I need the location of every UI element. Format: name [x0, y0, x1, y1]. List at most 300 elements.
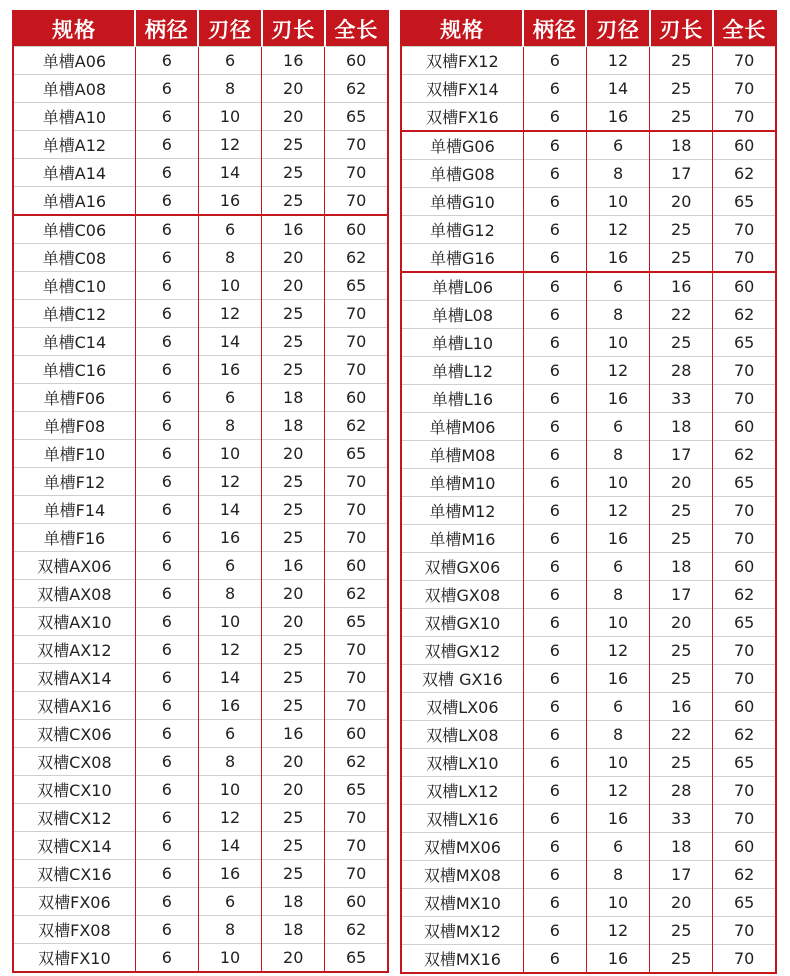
blade-length-cell: 20 — [262, 440, 325, 468]
overall-length-cell: 62 — [713, 721, 776, 749]
shank-diameter-cell: 6 — [135, 776, 198, 804]
spec-cell: 单槽C06 — [13, 215, 135, 244]
blade-diameter-cell: 6 — [198, 720, 261, 748]
shank-diameter-cell: 6 — [523, 581, 586, 609]
blade-diameter-cell: 12 — [586, 777, 649, 805]
blade-diameter-cell: 6 — [586, 833, 649, 861]
blade-length-cell: 17 — [650, 861, 713, 889]
shank-diameter-cell: 6 — [135, 244, 198, 272]
table-row — [401, 945, 776, 974]
blade-length-cell: 20 — [262, 272, 325, 300]
overall-length-cell: 65 — [325, 776, 388, 804]
blade-length-cell: 18 — [262, 888, 325, 916]
overall-length-cell: 62 — [325, 748, 388, 776]
shank-diameter-cell: 6 — [523, 160, 586, 188]
blade-diameter-cell: 12 — [198, 131, 261, 159]
shank-diameter-cell: 6 — [523, 693, 586, 721]
spec-cell: 双槽FX08 — [13, 916, 135, 944]
overall-length-cell: 62 — [325, 244, 388, 272]
blade-diameter-cell: 8 — [586, 581, 649, 609]
shank-diameter-cell: 6 — [135, 748, 198, 776]
blade-length-cell: 33 — [650, 805, 713, 833]
shank-diameter-cell: 6 — [523, 441, 586, 469]
table-row — [401, 103, 776, 132]
table-header — [401, 11, 776, 47]
blade-length-cell: 20 — [650, 469, 713, 497]
spec-cell: 双槽LX16 — [401, 805, 523, 833]
table-row — [401, 693, 776, 721]
overall-length-cell: 70 — [713, 945, 776, 974]
shank-diameter-cell: 6 — [135, 440, 198, 468]
header-cell-blade-diameter: 刃径 — [586, 11, 649, 47]
blade-length-cell: 20 — [262, 244, 325, 272]
table-row — [401, 329, 776, 357]
blade-length-cell: 25 — [650, 244, 713, 273]
spec-cell: 单槽M12 — [401, 497, 523, 525]
shank-diameter-cell: 6 — [523, 889, 586, 917]
spec-cell: 单槽L12 — [401, 357, 523, 385]
table-row — [13, 159, 388, 187]
spec-cell: 双槽GX12 — [401, 637, 523, 665]
shank-diameter-cell: 6 — [523, 131, 586, 160]
blade-length-cell: 25 — [650, 75, 713, 103]
blade-length-cell: 20 — [262, 944, 325, 973]
overall-length-cell: 70 — [325, 300, 388, 328]
overall-length-cell: 70 — [713, 75, 776, 103]
table-row — [401, 131, 776, 160]
table-row — [401, 609, 776, 637]
blade-diameter-cell: 10 — [198, 272, 261, 300]
table-row — [401, 889, 776, 917]
shank-diameter-cell: 6 — [135, 524, 198, 552]
table-row — [13, 440, 388, 468]
shank-diameter-cell: 6 — [135, 47, 198, 75]
spec-cell: 双槽FX12 — [401, 47, 523, 75]
spec-cell: 单槽G16 — [401, 244, 523, 273]
blade-length-cell: 25 — [650, 47, 713, 75]
blade-diameter-cell: 8 — [586, 721, 649, 749]
spec-cell: 单槽A16 — [13, 187, 135, 216]
spec-cell: 双槽CX10 — [13, 776, 135, 804]
shank-diameter-cell: 6 — [523, 469, 586, 497]
blade-length-cell: 20 — [262, 75, 325, 103]
blade-diameter-cell: 8 — [586, 301, 649, 329]
blade-length-cell: 25 — [262, 664, 325, 692]
blade-length-cell: 25 — [262, 131, 325, 159]
blade-length-cell: 20 — [262, 580, 325, 608]
blade-length-cell: 25 — [650, 525, 713, 553]
shank-diameter-cell: 6 — [523, 413, 586, 441]
spec-cell: 双槽MX08 — [401, 861, 523, 889]
blade-length-cell: 28 — [650, 357, 713, 385]
blade-diameter-cell: 12 — [586, 497, 649, 525]
table-row — [401, 469, 776, 497]
overall-length-cell: 65 — [713, 329, 776, 357]
blade-length-cell: 20 — [650, 188, 713, 216]
spec-cell: 单槽A06 — [13, 47, 135, 75]
blade-diameter-cell: 14 — [198, 832, 261, 860]
spec-cell: 单槽A14 — [13, 159, 135, 187]
blade-diameter-cell: 6 — [198, 215, 261, 244]
table-row — [13, 468, 388, 496]
blade-diameter-cell: 10 — [586, 329, 649, 357]
blade-length-cell: 18 — [650, 553, 713, 581]
spec-cell: 单槽M06 — [401, 413, 523, 441]
spec-cell: 双槽GX06 — [401, 553, 523, 581]
table-row — [401, 385, 776, 413]
overall-length-cell: 70 — [713, 216, 776, 244]
spec-table-left — [12, 10, 389, 973]
blade-length-cell: 25 — [650, 917, 713, 945]
blade-length-cell: 17 — [650, 441, 713, 469]
blade-length-cell: 25 — [650, 945, 713, 974]
shank-diameter-cell: 6 — [135, 832, 198, 860]
blade-length-cell: 25 — [650, 665, 713, 693]
blade-length-cell: 25 — [262, 636, 325, 664]
spec-cell: 单槽C12 — [13, 300, 135, 328]
blade-length-cell: 22 — [650, 301, 713, 329]
shank-diameter-cell: 6 — [523, 357, 586, 385]
overall-length-cell: 70 — [325, 131, 388, 159]
table-row — [13, 692, 388, 720]
shank-diameter-cell: 6 — [135, 103, 198, 131]
table-row — [401, 665, 776, 693]
blade-length-cell: 25 — [262, 804, 325, 832]
overall-length-cell: 70 — [713, 665, 776, 693]
spec-cell: 单槽C10 — [13, 272, 135, 300]
table-row — [401, 637, 776, 665]
overall-length-cell: 65 — [713, 188, 776, 216]
blade-length-cell: 25 — [262, 300, 325, 328]
table-row — [13, 384, 388, 412]
overall-length-cell: 62 — [713, 441, 776, 469]
table-row — [13, 664, 388, 692]
table-row — [13, 412, 388, 440]
spec-cell: 双槽MX10 — [401, 889, 523, 917]
shank-diameter-cell: 6 — [523, 525, 586, 553]
overall-length-cell: 70 — [325, 860, 388, 888]
spec-cell: 双槽FX06 — [13, 888, 135, 916]
table-row — [401, 525, 776, 553]
shank-diameter-cell: 6 — [135, 496, 198, 524]
header-cell-spec: 规格 — [401, 11, 523, 47]
spec-cell: 双槽FX16 — [401, 103, 523, 132]
blade-length-cell: 20 — [262, 608, 325, 636]
overall-length-cell: 70 — [325, 496, 388, 524]
spec-cell: 单槽F10 — [13, 440, 135, 468]
table-row — [401, 160, 776, 188]
shank-diameter-cell: 6 — [523, 47, 586, 75]
shank-diameter-cell: 6 — [135, 916, 198, 944]
table-row — [13, 720, 388, 748]
overall-length-cell: 70 — [325, 159, 388, 187]
shank-diameter-cell: 6 — [135, 131, 198, 159]
table-row — [401, 553, 776, 581]
table-row — [13, 187, 388, 216]
blade-length-cell: 16 — [262, 552, 325, 580]
shank-diameter-cell: 6 — [523, 861, 586, 889]
blade-diameter-cell: 14 — [198, 664, 261, 692]
overall-length-cell: 60 — [713, 272, 776, 301]
spec-cell: 双槽AX14 — [13, 664, 135, 692]
spec-cell: 单槽L08 — [401, 301, 523, 329]
blade-length-cell: 20 — [650, 889, 713, 917]
blade-diameter-cell: 16 — [586, 805, 649, 833]
shank-diameter-cell: 6 — [523, 917, 586, 945]
table-row — [401, 75, 776, 103]
overall-length-cell: 60 — [713, 131, 776, 160]
blade-length-cell: 16 — [262, 215, 325, 244]
header-cell-overall-length: 全长 — [325, 11, 388, 47]
blade-length-cell: 25 — [262, 468, 325, 496]
blade-length-cell: 28 — [650, 777, 713, 805]
spec-cell: 单槽C16 — [13, 356, 135, 384]
table-row — [13, 524, 388, 552]
table-row — [13, 580, 388, 608]
shank-diameter-cell: 6 — [523, 833, 586, 861]
table-row — [13, 47, 388, 75]
spec-cell: 单槽L06 — [401, 272, 523, 301]
overall-length-cell: 65 — [325, 103, 388, 131]
blade-length-cell: 20 — [262, 748, 325, 776]
spec-cell: 单槽G12 — [401, 216, 523, 244]
blade-length-cell: 18 — [650, 413, 713, 441]
overall-length-cell: 60 — [325, 552, 388, 580]
shank-diameter-cell: 6 — [135, 608, 198, 636]
blade-length-cell: 18 — [650, 833, 713, 861]
table-row — [13, 131, 388, 159]
table-row — [13, 328, 388, 356]
blade-diameter-cell: 12 — [198, 636, 261, 664]
overall-length-cell: 60 — [713, 413, 776, 441]
header-cell-overall-length: 全长 — [713, 11, 776, 47]
blade-length-cell: 25 — [650, 329, 713, 357]
blade-diameter-cell: 8 — [586, 861, 649, 889]
overall-length-cell: 70 — [713, 103, 776, 132]
shank-diameter-cell: 6 — [523, 749, 586, 777]
overall-length-cell: 70 — [325, 664, 388, 692]
shank-diameter-cell: 6 — [523, 777, 586, 805]
spec-cell: 双槽MX12 — [401, 917, 523, 945]
overall-length-cell: 70 — [325, 187, 388, 216]
table-row — [13, 888, 388, 916]
table-row — [401, 497, 776, 525]
blade-diameter-cell: 16 — [198, 524, 261, 552]
overall-length-cell: 60 — [713, 693, 776, 721]
table-row — [401, 216, 776, 244]
table-row — [401, 413, 776, 441]
blade-length-cell: 25 — [262, 860, 325, 888]
blade-diameter-cell: 16 — [198, 860, 261, 888]
blade-diameter-cell: 10 — [586, 889, 649, 917]
shank-diameter-cell: 6 — [523, 945, 586, 974]
shank-diameter-cell: 6 — [523, 216, 586, 244]
blade-diameter-cell: 12 — [586, 357, 649, 385]
blade-diameter-cell: 6 — [198, 384, 261, 412]
blade-diameter-cell: 16 — [198, 356, 261, 384]
overall-length-cell: 70 — [713, 357, 776, 385]
shank-diameter-cell: 6 — [135, 944, 198, 973]
spec-cell: 双槽 GX16 — [401, 665, 523, 693]
blade-diameter-cell: 16 — [586, 665, 649, 693]
table-row — [13, 552, 388, 580]
header-cell-shank-diameter: 柄径 — [135, 11, 198, 47]
table-row — [13, 356, 388, 384]
shank-diameter-cell: 6 — [523, 329, 586, 357]
table-row — [401, 441, 776, 469]
blade-diameter-cell: 6 — [586, 553, 649, 581]
shank-diameter-cell: 6 — [523, 665, 586, 693]
shank-diameter-cell: 6 — [135, 636, 198, 664]
blade-length-cell: 18 — [262, 412, 325, 440]
header-cell-blade-length: 刃长 — [650, 11, 713, 47]
overall-length-cell: 70 — [325, 832, 388, 860]
spec-cell: 双槽CX08 — [13, 748, 135, 776]
table-row — [401, 244, 776, 273]
overall-length-cell: 70 — [713, 917, 776, 945]
spec-cell: 单槽C14 — [13, 328, 135, 356]
table-header — [13, 11, 388, 47]
table-row — [401, 805, 776, 833]
blade-diameter-cell: 6 — [586, 272, 649, 301]
blade-diameter-cell: 12 — [586, 917, 649, 945]
shank-diameter-cell: 6 — [135, 720, 198, 748]
overall-length-cell: 62 — [325, 916, 388, 944]
overall-length-cell: 60 — [325, 384, 388, 412]
spec-cell: 双槽CX14 — [13, 832, 135, 860]
spec-cell: 单槽F12 — [13, 468, 135, 496]
table-row — [401, 357, 776, 385]
shank-diameter-cell: 6 — [135, 215, 198, 244]
shank-diameter-cell: 6 — [135, 664, 198, 692]
blade-diameter-cell: 6 — [198, 47, 261, 75]
shank-diameter-cell: 6 — [523, 272, 586, 301]
table-row — [401, 721, 776, 749]
spec-cell: 单槽A10 — [13, 103, 135, 131]
spec-cell: 双槽MX16 — [401, 945, 523, 974]
shank-diameter-cell: 6 — [523, 75, 586, 103]
spec-cell: 单槽M08 — [401, 441, 523, 469]
blade-diameter-cell: 14 — [198, 328, 261, 356]
blade-diameter-cell: 12 — [586, 216, 649, 244]
table-row — [13, 496, 388, 524]
table-row — [13, 804, 388, 832]
blade-diameter-cell: 10 — [198, 440, 261, 468]
overall-length-cell: 70 — [325, 468, 388, 496]
shank-diameter-cell: 6 — [135, 412, 198, 440]
overall-length-cell: 65 — [325, 440, 388, 468]
overall-length-cell: 70 — [713, 637, 776, 665]
blade-length-cell: 20 — [262, 103, 325, 131]
shank-diameter-cell: 6 — [135, 75, 198, 103]
spec-cell: 单槽F16 — [13, 524, 135, 552]
spec-cell: 双槽FX10 — [13, 944, 135, 973]
table-row — [13, 215, 388, 244]
header-cell-blade-length: 刃长 — [262, 11, 325, 47]
blade-length-cell: 17 — [650, 160, 713, 188]
overall-length-cell: 62 — [713, 160, 776, 188]
blade-diameter-cell: 8 — [586, 160, 649, 188]
table-row — [401, 749, 776, 777]
overall-length-cell: 62 — [325, 75, 388, 103]
overall-length-cell: 62 — [713, 861, 776, 889]
overall-length-cell: 65 — [713, 889, 776, 917]
blade-length-cell: 25 — [262, 356, 325, 384]
overall-length-cell: 70 — [713, 777, 776, 805]
shank-diameter-cell: 6 — [523, 301, 586, 329]
table-row — [401, 301, 776, 329]
overall-length-cell: 60 — [713, 833, 776, 861]
blade-length-cell: 18 — [650, 131, 713, 160]
blade-diameter-cell: 16 — [586, 385, 649, 413]
shank-diameter-cell: 6 — [135, 580, 198, 608]
blade-diameter-cell: 8 — [586, 441, 649, 469]
blade-length-cell: 20 — [650, 609, 713, 637]
blade-diameter-cell: 6 — [198, 888, 261, 916]
blade-length-cell: 16 — [650, 693, 713, 721]
table-row — [401, 861, 776, 889]
spec-cell: 双槽LX08 — [401, 721, 523, 749]
overall-length-cell: 70 — [325, 636, 388, 664]
spec-cell: 双槽AX10 — [13, 608, 135, 636]
shank-diameter-cell: 6 — [135, 692, 198, 720]
table-row — [13, 636, 388, 664]
blade-diameter-cell: 10 — [586, 188, 649, 216]
header-cell-shank-diameter: 柄径 — [523, 11, 586, 47]
table-body — [13, 47, 388, 973]
blade-diameter-cell: 14 — [586, 75, 649, 103]
shank-diameter-cell: 6 — [523, 103, 586, 132]
overall-length-cell: 70 — [325, 524, 388, 552]
blade-length-cell: 25 — [650, 497, 713, 525]
overall-length-cell: 70 — [713, 244, 776, 273]
blade-diameter-cell: 16 — [586, 103, 649, 132]
blade-length-cell: 17 — [650, 581, 713, 609]
overall-length-cell: 62 — [713, 581, 776, 609]
overall-length-cell: 60 — [325, 215, 388, 244]
blade-diameter-cell: 12 — [198, 468, 261, 496]
blade-length-cell: 25 — [650, 216, 713, 244]
blade-diameter-cell: 10 — [586, 749, 649, 777]
blade-diameter-cell: 10 — [198, 776, 261, 804]
shank-diameter-cell: 6 — [135, 552, 198, 580]
table-row — [401, 272, 776, 301]
blade-length-cell: 25 — [262, 159, 325, 187]
spec-cell: 单槽F14 — [13, 496, 135, 524]
spec-cell: 单槽G08 — [401, 160, 523, 188]
blade-diameter-cell: 8 — [198, 244, 261, 272]
spec-cell: 单槽G06 — [401, 131, 523, 160]
spec-cell: 单槽G10 — [401, 188, 523, 216]
overall-length-cell: 70 — [713, 525, 776, 553]
blade-diameter-cell: 16 — [586, 244, 649, 273]
spec-cell: 单槽M16 — [401, 525, 523, 553]
table-row — [13, 103, 388, 131]
shank-diameter-cell: 6 — [135, 860, 198, 888]
shank-diameter-cell: 6 — [523, 244, 586, 273]
blade-diameter-cell: 8 — [198, 75, 261, 103]
shank-diameter-cell: 6 — [135, 187, 198, 216]
overall-length-cell: 65 — [325, 944, 388, 973]
overall-length-cell: 60 — [713, 553, 776, 581]
overall-length-cell: 70 — [325, 328, 388, 356]
spec-cell: 双槽FX14 — [401, 75, 523, 103]
spec-cell: 双槽GX10 — [401, 609, 523, 637]
blade-length-cell: 25 — [262, 832, 325, 860]
blade-diameter-cell: 12 — [198, 804, 261, 832]
shank-diameter-cell: 6 — [135, 384, 198, 412]
overall-length-cell: 70 — [713, 385, 776, 413]
